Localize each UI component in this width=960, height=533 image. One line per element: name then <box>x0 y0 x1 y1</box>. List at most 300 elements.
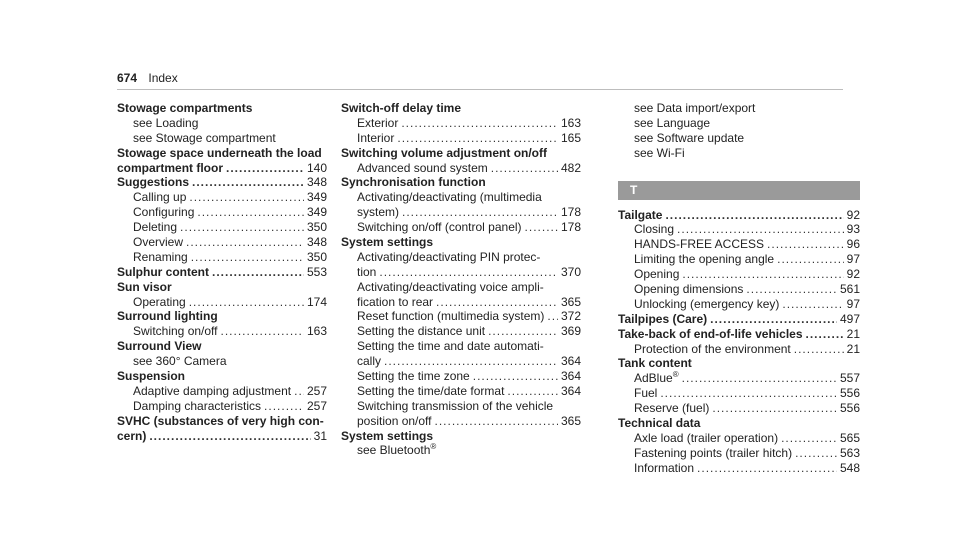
index-subentry <box>117 250 327 265</box>
entry-label: position on/off <box>357 413 432 428</box>
dot-leader <box>294 384 304 399</box>
entry-text <box>618 356 692 370</box>
index-subentry <box>341 384 581 399</box>
page-reference: 348 <box>306 175 327 190</box>
entry-text <box>634 431 778 446</box>
entry-text <box>634 297 779 312</box>
entry-label: Unlocking (emergency key) <box>634 296 780 311</box>
entry-label: Activating/deactivating voice ampli- <box>357 279 544 294</box>
dot-leader <box>436 295 558 310</box>
entry-text <box>634 446 792 461</box>
dot-leader <box>473 369 558 384</box>
index-heading <box>341 175 581 190</box>
index-heading <box>117 265 327 280</box>
entry-label: Switching on/off <box>133 324 218 339</box>
entry-text <box>357 250 540 264</box>
entry-text <box>357 280 544 294</box>
entry-text <box>634 342 791 357</box>
dot-leader <box>212 265 304 280</box>
dot-leader <box>488 324 558 339</box>
dot-leader <box>781 431 837 446</box>
entry-label: Setting the time/date format <box>357 383 505 398</box>
entry-label: Deleting <box>133 220 178 235</box>
entry-text <box>117 175 189 190</box>
index-subentry <box>618 297 860 312</box>
entry-text <box>117 429 146 444</box>
dot-leader <box>379 265 558 280</box>
page-title: Index <box>148 71 178 85</box>
page-reference: 165 <box>560 130 581 145</box>
page-reference: 21 <box>846 326 860 341</box>
dot-leader <box>660 386 837 401</box>
dot-leader <box>507 384 558 399</box>
entry-label: System settings <box>341 235 434 250</box>
dot-leader <box>401 116 558 131</box>
entry-text <box>357 339 544 353</box>
page-reference: 497 <box>839 311 860 326</box>
entry-text <box>117 161 223 176</box>
page-reference: 257 <box>306 398 327 413</box>
index-heading <box>618 356 860 371</box>
entry-label: cern) <box>117 428 147 443</box>
entry-text <box>634 116 710 130</box>
dot-leader <box>746 282 837 297</box>
entry-label: see Stowage compartment <box>133 130 276 145</box>
entry-text <box>618 327 803 342</box>
entry-label: see Wi-Fi <box>634 145 685 160</box>
page-reference: 257 <box>306 383 327 398</box>
entry-text <box>117 414 324 428</box>
dot-leader <box>149 429 310 444</box>
page-reference: 31 <box>313 428 327 443</box>
entry-text <box>341 101 461 115</box>
entry-text <box>133 384 291 399</box>
entry-label: SVHC (substances of very high con- <box>117 413 324 428</box>
entry-label: fication to rear <box>357 294 434 309</box>
entry-text <box>117 369 185 383</box>
entry-label: Protection of the environment <box>634 341 791 356</box>
entry-label: Setting the time and date automati- <box>357 339 544 354</box>
entry-label: Sun visor <box>117 279 172 294</box>
entry-label: Synchronisation function <box>341 175 486 190</box>
entry-label: see 360° Camera <box>133 354 227 369</box>
index-subentry <box>117 354 327 369</box>
index-subentry <box>341 220 581 235</box>
page-reference: 92 <box>846 207 860 222</box>
index-subentry <box>618 267 860 282</box>
page-reference: 370 <box>560 264 581 279</box>
dot-leader <box>665 208 843 223</box>
index-subentry <box>117 220 327 235</box>
index-subentry <box>618 131 860 146</box>
index-subentry <box>341 280 581 295</box>
page-reference: 556 <box>839 401 860 416</box>
entry-label: Switching volume adjustment on/off <box>341 145 548 160</box>
dot-leader <box>186 235 304 250</box>
entry-label: Limiting the opening angle <box>634 252 775 267</box>
index-heading <box>117 101 327 116</box>
index-subentry <box>117 324 327 339</box>
entry-text <box>357 443 436 457</box>
entry-text <box>634 267 679 282</box>
index-subentry <box>117 190 327 205</box>
index-subentry <box>341 205 581 220</box>
index-subentry <box>341 265 581 280</box>
dot-leader <box>710 312 837 327</box>
page-reference: 556 <box>839 386 860 401</box>
dot-leader <box>191 250 304 265</box>
index-subentry <box>618 342 860 357</box>
entry-text <box>133 324 218 339</box>
entry-text <box>357 414 432 429</box>
index-heading <box>618 327 860 342</box>
entry-text <box>357 384 504 399</box>
index-subentry <box>117 235 327 250</box>
entry-label: Surround lighting <box>117 309 218 324</box>
entry-text <box>133 190 186 205</box>
entry-text <box>634 101 755 115</box>
entry-label: System settings <box>341 428 434 443</box>
entry-label: Stowage compartments <box>117 101 253 115</box>
entry-label: see Loading <box>133 115 199 130</box>
entry-text <box>117 265 209 280</box>
entry-text <box>634 401 709 416</box>
entry-text <box>341 175 486 189</box>
page-reference: 565 <box>839 430 860 445</box>
page-reference: 96 <box>846 237 860 252</box>
entry-text <box>634 371 679 386</box>
entry-label: Switch-off delay time <box>341 101 462 115</box>
entry-text <box>634 131 744 145</box>
entry-label: Operating <box>133 294 186 309</box>
entry-text <box>357 265 376 280</box>
entry-label: compartment floor <box>117 160 224 175</box>
dot-leader <box>697 461 837 476</box>
entry-label: Take-back of end-of-life vehicles <box>618 326 803 341</box>
entry-label: Tailpipes (Care) <box>618 311 708 326</box>
entry-text <box>357 161 488 176</box>
dot-leader <box>682 267 843 282</box>
index-subentry <box>341 295 581 310</box>
page-reference: 349 <box>306 205 327 220</box>
entry-text <box>133 295 186 310</box>
entry-text <box>341 235 433 249</box>
dot-leader <box>402 205 558 220</box>
dot-leader <box>226 161 304 176</box>
index-subentry <box>341 443 581 458</box>
page-reference: 97 <box>846 296 860 311</box>
entry-label: Tailgate <box>618 207 663 222</box>
dot-leader <box>547 309 558 324</box>
entry-label: Switching transmission of the vehicle <box>357 398 554 413</box>
section-letter-bar: T <box>618 181 860 200</box>
entry-label: Setting the time zone <box>357 369 470 384</box>
page-reference: 553 <box>306 264 327 279</box>
entry-label: system) <box>357 205 399 220</box>
index-subentry <box>341 399 581 414</box>
dot-leader <box>777 252 844 267</box>
index-subentry <box>618 446 860 461</box>
entry-text <box>357 354 381 369</box>
index-heading <box>117 280 327 295</box>
dot-leader <box>525 220 558 235</box>
dot-leader <box>677 222 844 237</box>
index-subentry <box>618 237 860 252</box>
page-reference: 364 <box>560 354 581 369</box>
page-reference: 348 <box>306 235 327 250</box>
index-subentry <box>341 131 581 146</box>
entry-label: Closing <box>634 222 675 237</box>
page-reference: 563 <box>839 445 860 460</box>
entry-label: Stowage space underneath the load <box>117 145 322 160</box>
entry-text <box>133 399 261 414</box>
entry-label: Opening dimensions <box>634 282 744 297</box>
entry-text <box>117 339 201 353</box>
entry-text <box>357 131 394 146</box>
entry-text <box>634 386 657 401</box>
index-subentry <box>618 386 860 401</box>
entry-text <box>133 235 183 250</box>
dot-leader <box>221 324 304 339</box>
page-reference: 97 <box>846 252 860 267</box>
entry-text <box>357 220 522 235</box>
page-reference: 350 <box>306 220 327 235</box>
entry-label: Reset function (multimedia system) <box>357 309 545 324</box>
entry-label: HANDS-FREE ACCESS <box>634 237 765 252</box>
entry-text <box>357 205 399 220</box>
page-number: 674 <box>117 71 138 85</box>
entry-label: see Data import/export <box>634 101 756 115</box>
entry-text <box>634 237 764 252</box>
entry-text <box>117 309 218 323</box>
entry-text <box>133 250 188 265</box>
page-reference: 163 <box>560 115 581 130</box>
entry-label: Axle load (trailer operation) <box>634 430 779 445</box>
index-subentry <box>618 252 860 267</box>
entry-text <box>133 205 194 220</box>
entry-label: Information <box>634 460 695 475</box>
index-subentry <box>618 282 860 297</box>
entry-label: cally <box>357 354 382 369</box>
page-reference: 561 <box>839 282 860 297</box>
entry-label: Sulphur content <box>117 264 209 279</box>
entry-label: AdBlue <box>634 371 673 386</box>
index-subentry <box>117 384 327 399</box>
entry-label: see Language <box>634 115 711 130</box>
entry-text <box>618 208 662 223</box>
dot-leader <box>435 414 558 429</box>
entry-label: Reserve (fuel) <box>634 401 710 416</box>
index-column-1 <box>117 101 327 443</box>
page-reference: 163 <box>306 324 327 339</box>
entry-label: see Bluetooth <box>357 443 431 458</box>
page-reference: 365 <box>560 294 581 309</box>
entry-text <box>133 116 198 130</box>
entry-text <box>117 280 172 294</box>
index-subentry <box>341 414 581 429</box>
dot-leader <box>767 237 844 252</box>
page-reference: 178 <box>560 220 581 235</box>
entry-text <box>618 416 700 430</box>
index-subentry <box>117 295 327 310</box>
entry-text <box>634 252 774 267</box>
index-subentry <box>341 190 581 205</box>
index-column-2 <box>341 101 581 458</box>
page-header <box>117 71 178 85</box>
entry-label: Surround View <box>117 339 202 354</box>
entry-text <box>117 101 252 115</box>
page-reference: 21 <box>846 341 860 356</box>
index-heading <box>117 309 327 324</box>
index-subentry <box>341 354 581 369</box>
page-reference: 548 <box>839 460 860 475</box>
entry-text <box>357 295 433 310</box>
index-heading <box>341 235 581 250</box>
entry-text <box>634 146 685 160</box>
index-subentry <box>117 399 327 414</box>
index-subentry <box>341 250 581 265</box>
entry-label: Exterior <box>357 115 399 130</box>
page-reference: 557 <box>839 371 860 386</box>
registered-mark: ® <box>430 442 437 452</box>
index-subentry <box>341 116 581 131</box>
entry-label: tion <box>357 264 377 279</box>
entry-label: see Software update <box>634 130 745 145</box>
entry-label: Activating/deactivating PIN protec- <box>357 249 541 264</box>
page-reference: 482 <box>560 160 581 175</box>
page-reference: 349 <box>306 190 327 205</box>
entry-label: Setting the distance unit <box>357 324 486 339</box>
index-subentry <box>117 205 327 220</box>
index-subentry <box>341 339 581 354</box>
index-subentry <box>117 116 327 131</box>
index-subentry <box>341 161 581 176</box>
index-heading <box>618 312 860 327</box>
index-heading <box>117 339 327 354</box>
index-subentry <box>117 131 327 146</box>
entry-text <box>117 146 322 160</box>
entry-label: Damping characteristics <box>133 398 262 413</box>
entry-label: Fastening points (trailer hitch) <box>634 445 793 460</box>
index-subentry <box>341 324 581 339</box>
entry-text <box>357 116 398 131</box>
index-heading <box>117 429 327 444</box>
entry-text <box>634 282 743 297</box>
page-reference: 178 <box>560 205 581 220</box>
entry-label: Advanced sound system <box>357 160 488 175</box>
entry-text <box>357 399 553 413</box>
index-subentry <box>341 369 581 384</box>
index-heading <box>117 161 327 176</box>
entry-label: Activating/deactivating (multimedia <box>357 190 542 205</box>
dot-leader <box>384 354 558 369</box>
entry-text <box>357 324 485 339</box>
index-heading <box>618 208 860 223</box>
entry-text <box>618 312 707 327</box>
entry-text <box>341 429 433 443</box>
entry-label: Suspension <box>117 369 186 384</box>
dot-leader <box>189 190 304 205</box>
entry-text <box>133 220 177 235</box>
page-reference: 174 <box>306 294 327 309</box>
header-divider <box>117 89 843 90</box>
entry-label: Technical data <box>618 416 701 431</box>
dot-leader <box>264 399 304 414</box>
entry-label: Configuring <box>133 205 195 220</box>
entry-label: Fuel <box>634 386 658 401</box>
entry-label: Opening <box>634 267 680 282</box>
dot-leader <box>189 295 304 310</box>
index-subentry <box>618 116 860 131</box>
index-subentry <box>618 101 860 116</box>
page-reference: 93 <box>846 222 860 237</box>
entry-text <box>133 131 276 145</box>
page-reference: 372 <box>560 309 581 324</box>
index-subentry <box>341 309 581 324</box>
entry-label: Overview <box>133 235 184 250</box>
dot-leader <box>192 175 304 190</box>
dot-leader <box>491 161 558 176</box>
index-subentry <box>618 431 860 446</box>
dot-leader <box>795 446 837 461</box>
entry-label: Calling up <box>133 190 187 205</box>
index-heading <box>117 414 327 429</box>
page-reference: 364 <box>560 383 581 398</box>
dot-leader <box>180 220 304 235</box>
index-heading <box>341 101 581 116</box>
entry-label: Adaptive damping adjustment <box>133 383 292 398</box>
index-subentry <box>618 401 860 416</box>
entry-text <box>133 354 227 368</box>
entry-label: Renaming <box>133 249 188 264</box>
page-reference: 364 <box>560 369 581 384</box>
index-subentry <box>618 146 860 161</box>
index-heading <box>117 175 327 190</box>
index-column-3 <box>618 101 860 476</box>
dot-leader <box>794 342 844 357</box>
registered-mark: ® <box>672 370 679 380</box>
index-subentry <box>618 222 860 237</box>
index-heading <box>618 416 860 431</box>
entry-text <box>634 461 694 476</box>
page-reference: 350 <box>306 249 327 264</box>
entry-label: Tank content <box>618 356 692 371</box>
page-reference: 365 <box>560 413 581 428</box>
index-heading <box>117 146 327 161</box>
dot-leader <box>806 327 844 342</box>
entry-text <box>341 146 547 160</box>
entry-text <box>357 190 542 204</box>
dot-leader <box>712 401 837 416</box>
dot-leader <box>397 131 558 146</box>
index-subentry <box>618 461 860 476</box>
entry-label: Interior <box>357 130 395 145</box>
page-reference: 369 <box>560 324 581 339</box>
index-heading <box>341 429 581 444</box>
entry-text <box>634 222 674 237</box>
page-reference: 92 <box>846 267 860 282</box>
index-heading <box>341 146 581 161</box>
dot-leader <box>682 371 837 386</box>
entry-label: Suggestions <box>117 175 190 190</box>
index-subentry <box>618 371 860 386</box>
dot-leader <box>782 297 843 312</box>
page-reference: 140 <box>306 160 327 175</box>
entry-text <box>357 369 470 384</box>
entry-text <box>357 309 544 324</box>
entry-label: Switching on/off (control panel) <box>357 220 522 235</box>
index-heading <box>117 369 327 384</box>
